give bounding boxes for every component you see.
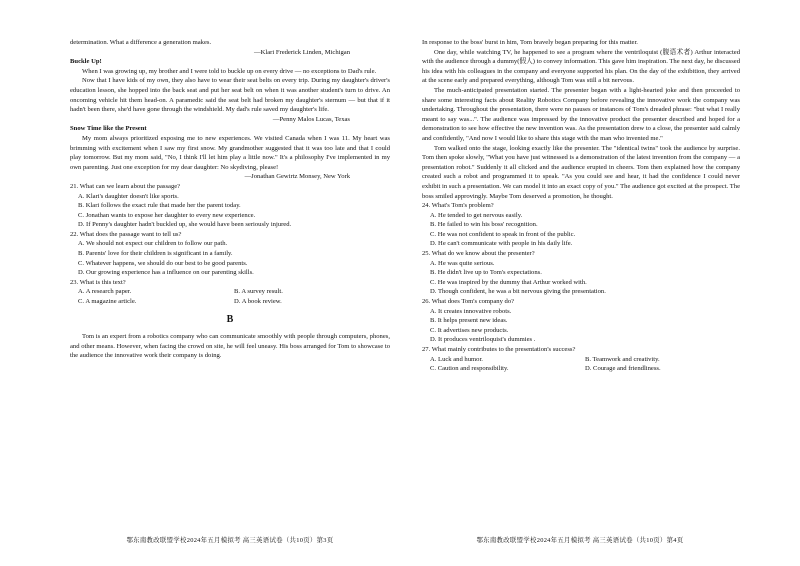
option: D. It produces ventriloquist's dummies .: [430, 336, 536, 344]
option: A. He tended to get nervous easily.: [430, 211, 523, 219]
option: D. Courage and friendliness.: [585, 365, 661, 373]
paragraph: When I was growing up, my brother and I were told to buckle up on every drive — no exceptions to Dad's rule.: [82, 67, 377, 75]
paragraph: Tom is an expert from a robotics company who can communicate smoothly with people through computers, phones, and other means. However, when facing the crowd on site, he will feel uneasy. His boss arranged for Tom to showcase to the audience the innovative work their company is doing.: [70, 333, 390, 360]
paragraph: In response to the boss' burst in him, Tom bravely began preparing for this matter.: [422, 39, 638, 46]
option: D. If Penny's daughter hadn't buckled up, she would have been seriously injured.: [78, 221, 292, 229]
option: B. He failed to win his boss' recognition.: [430, 221, 538, 229]
option: C. Caution and responsibility.: [430, 365, 509, 373]
option: A. It creates innovative robots.: [430, 307, 512, 315]
option: B. Parents' love for their children is significant in a family.: [78, 250, 233, 258]
option: A. Luck and humor.: [430, 355, 483, 363]
question-27: 27. What mainly contributes to the presentation's success?: [422, 346, 576, 353]
question-22: 22. What does the passage want to tell us?: [70, 230, 182, 238]
paragraph: determination. What a difference a generation makes.: [70, 39, 212, 46]
option-row: [70, 287, 390, 297]
option: D. A book review.: [234, 298, 282, 306]
option: D. Though confident, he was a bit nervous giving the presentation.: [430, 288, 606, 296]
option-row: [422, 364, 740, 374]
option: C. It advertises new products.: [430, 326, 509, 334]
option: C. He was not confident to speak in front of the public.: [430, 230, 576, 238]
author-line: —Penny Malos Lucas, Texas: [272, 115, 350, 123]
option: C. A magazine article.: [78, 298, 137, 306]
option-row: [70, 297, 390, 307]
option: C. Jonathan wants to expose her daughter to every new experience.: [78, 211, 256, 219]
section-label: B: [226, 313, 234, 325]
page-footer: 鄂东南教改联盟学校2024年五月模拟考 高三英语试卷（共10页）第3页: [126, 537, 334, 544]
right-column: [422, 38, 740, 374]
option: A. A research paper.: [78, 288, 132, 296]
option: A. Klari's daughter doesn't like sports.: [78, 192, 179, 200]
author-line: —Jonathan Gewirtz Monsey, New York: [244, 173, 350, 181]
option: A. We should not expect our children to follow our path.: [78, 240, 228, 248]
section-heading: Snow Time like the Present: [70, 125, 147, 133]
option: B. It helps present new ideas.: [430, 317, 508, 325]
paragraph: The much-anticipated presentation started. The presenter began with a light-hearted joke and then proceeded to share some interesting facts about Reality Robotics Company before revealing the innovative work the company was undertaking. Throughout the presentation, there were no pauses or instances of Tom's dreaded phrase: "but what I really meant to say was...". The audience was impressed by the innovative product the presenter described and hoped for a demonstration to see how effective the new invention was. As the presentation drew to a close, the presenter said calmly and confidently, "And now I would like to share this stage with the man who invented me.": [422, 86, 740, 142]
option: D. He can't communicate with people in his daily life.: [430, 240, 573, 248]
question-26: 26. What does Tom's company do?: [422, 298, 515, 306]
right-page: [400, 0, 800, 566]
question-21: 21. What can we learn about the passage?: [70, 182, 181, 190]
question-23: 23. What is this text?: [70, 278, 126, 286]
option: D. Our growing experience has a influence on our parenting skills.: [78, 269, 254, 277]
paragraph: Now that I have kids of my own, they also have to wear their seat belts on every trip. During my daughter's driver's education lesson, she hopped into the back seat and put her seat belt on when it was another student's turn to drive. An oncoming vehicle hit them head-on. A paramedic said the seat belt had broken my daughter's sternum — but that if it hadn't been there, she'd have gone through the windshield. My dad's rule saved my daughter's life.: [70, 77, 390, 114]
option-row: [422, 355, 740, 365]
question-24: 24. What's Tom's problem?: [422, 202, 494, 210]
page-footer: 鄂东南教改联盟学校2024年五月模拟考 高三英语试卷（共10页）第4页: [476, 537, 684, 544]
option: B. Teamwork and creativity.: [585, 355, 660, 363]
left-column: [70, 38, 390, 361]
option: B. A survey result.: [234, 288, 283, 296]
author-line: —Klari Frederick Linden, Michigan: [254, 48, 350, 56]
question-25: 25. What do we know about the presenter?: [422, 250, 535, 258]
paragraph: Tom walked onto the stage, looking exactly like the presenter. The "identical twins" took the audience by surprise. Tom then spoke slowly, "What you have just witnessed is a demonstration of the latest invention from the company — a presentation robot." Suddenly it all clicked and the audience erupted in cheers. Tom then explained how the company created such a robot and programmed it to speak. "As you could see and hear, it had the confidence I could never exhibit in such a presentation. We can model it into an exact copy of you." The audience got excited at the prospect. The boss smiled approvingly. Maybe Tom deserved a promotion, he thought.: [422, 144, 740, 200]
section-heading: Buckle Up!: [70, 58, 102, 66]
option: B. He didn't live up to Tom's expectations.: [430, 269, 542, 277]
option: B. Klari follows the exact rule that made her the parent today.: [78, 202, 241, 210]
paragraph: My mom always prioritized exposing me to new experiences. We visited Canada when I was 11. My heart was brimming with excitement when I saw my first snow. My grandmother suggested that it was too late and that I could play tomorrow. But my mom said, "No, I think I'll let him play a little now." It's a philosophy I've implemented in my own parenting. Just one exception for my dear daughter: No skydiving, please!: [70, 134, 390, 171]
option: A. He was quite serious.: [430, 259, 495, 267]
option: C. Whatever happens, we should do our best to be good parents.: [78, 259, 248, 267]
paragraph: One day, while watching TV, he happened to see a program where the ventriloquist (腹语术者) Arthur interacted with the audience through a dummy(假人) to convey information. This gave him inspiration. The next day, he discussed his idea with his colleagues in the company and everyone supported his plan. On the day of the exhibition, they arrived at the scene early and prepared everything, although Tom was still a bit nervous.: [422, 48, 740, 85]
option: C. He was inspired by the dummy that Arthur worked with.: [430, 278, 587, 286]
